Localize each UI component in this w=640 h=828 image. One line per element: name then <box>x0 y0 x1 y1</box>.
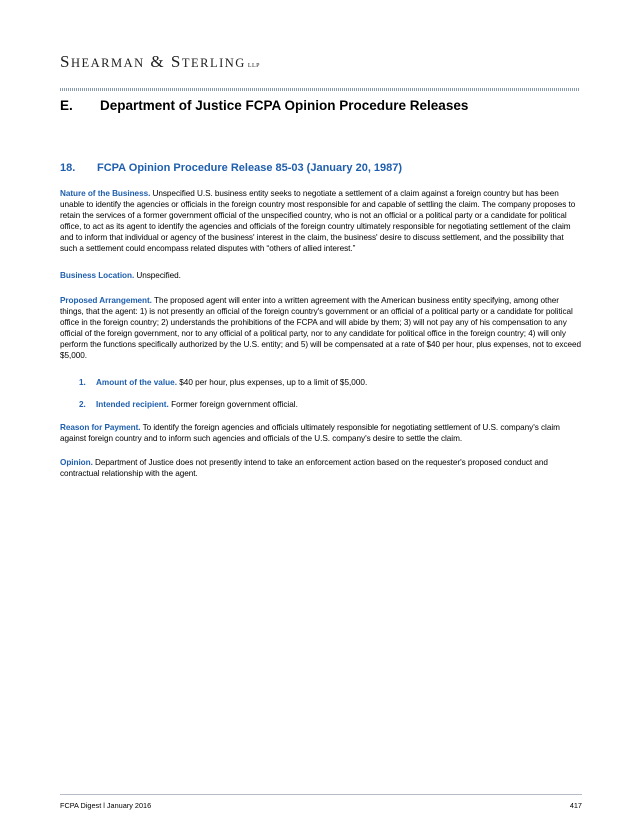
firm-logo <box>60 52 260 72</box>
paragraph-label: Reason for Payment. <box>60 423 141 432</box>
list-item <box>79 377 367 388</box>
paragraph-text: To identify the foreign agencies and officials ultimately responsible for negotiating settlement of U.S. company's claim against foreign country and to inform such agencies and officials of the U.S. company's desire to settle the claim. <box>60 423 560 444</box>
paragraph-arrangement <box>60 295 582 362</box>
release-number: 18. <box>60 162 76 174</box>
paragraph-text: Unspecified. <box>134 271 181 280</box>
list-item-label: Intended recipient. <box>96 400 169 409</box>
paragraph-text: Unspecified U.S. business entity seeks to negotiate a settlement of a claim against a foreign country but has been unable to identify the agencies or officials in the foreign country most responsible for and capable of settling the claim. The company proposes to retain the services of a former government official of the unspecified country, who is not an official or a political party or a candidate for political office, to act as its agent to identify the agencies and officials of the foreign country ultimately responsible for negotiating settlement of the claim and to inform that individual or agency of the business' interest in the claim, the business' desire to discuss settlement, and the possibility that such a settlement could encompass related disputes with “others of allied interest.” <box>60 189 576 254</box>
logo-text: S <box>60 52 71 71</box>
section-heading <box>60 98 468 113</box>
footer-divider <box>60 794 582 795</box>
page-number: 417 <box>569 801 582 810</box>
section-letter: E. <box>60 98 73 113</box>
paragraph-label: Proposed Arrangement. <box>60 296 152 305</box>
logo-text: TERLING <box>181 56 246 70</box>
footer-publication: FCPA Digest l January 2016 <box>60 801 152 810</box>
list-item-label: Amount of the value. <box>96 378 177 387</box>
header-divider <box>60 88 580 91</box>
logo-text: HEARMAN <box>70 56 145 70</box>
paragraph-reason <box>60 422 582 444</box>
list-item-number: 2. <box>79 400 86 409</box>
release-heading <box>60 162 402 174</box>
paragraph-label: Business Location. <box>60 271 135 280</box>
logo-text: & <box>144 52 171 71</box>
paragraph-label: Nature of the Business. <box>60 189 151 198</box>
paragraph-label: Opinion. <box>60 458 93 467</box>
section-title: Department of Justice FCPA Opinion Procedure Releases <box>100 98 469 113</box>
list-item-number: 1. <box>79 378 86 387</box>
logo-text: LLP <box>245 63 261 69</box>
list-item-text: Former foreign government official. <box>168 400 298 409</box>
paragraph-opinion <box>60 457 582 479</box>
list-item-text: $40 per hour, plus expenses, up to a limit of $5,000. <box>176 378 368 387</box>
paragraph-location <box>60 270 582 281</box>
logo-text: S <box>170 52 182 71</box>
list-item <box>79 399 298 410</box>
paragraph-text: Department of Justice does not presently intend to take an enforcement action based on the requester's proposed conduct and contractual relationship with the agent. <box>60 458 548 479</box>
paragraph-text: The proposed agent will enter into a written agreement with the American business entity specifying, among other things, that the agent: 1) is not presently an official of the foreign country's government or an official of a political party or a candidate for political office in the foreign country; 2) understands the prohibitions of the FCPA and will abide by them; 3) will not pay any of his compensation to any official of the foreign government, nor to any official of a political party, nor to any candidate for political office in the foreign country; 4) will only perform the functions specifically authorized by the U.S. entity; and 5) will be compensated at a rate of $40 per hour, plus expenses, not to exceed $5,000. <box>60 296 581 361</box>
release-title: FCPA Opinion Procedure Release 85-03 (January 20, 1987) <box>97 162 403 174</box>
paragraph-nature <box>60 188 582 255</box>
